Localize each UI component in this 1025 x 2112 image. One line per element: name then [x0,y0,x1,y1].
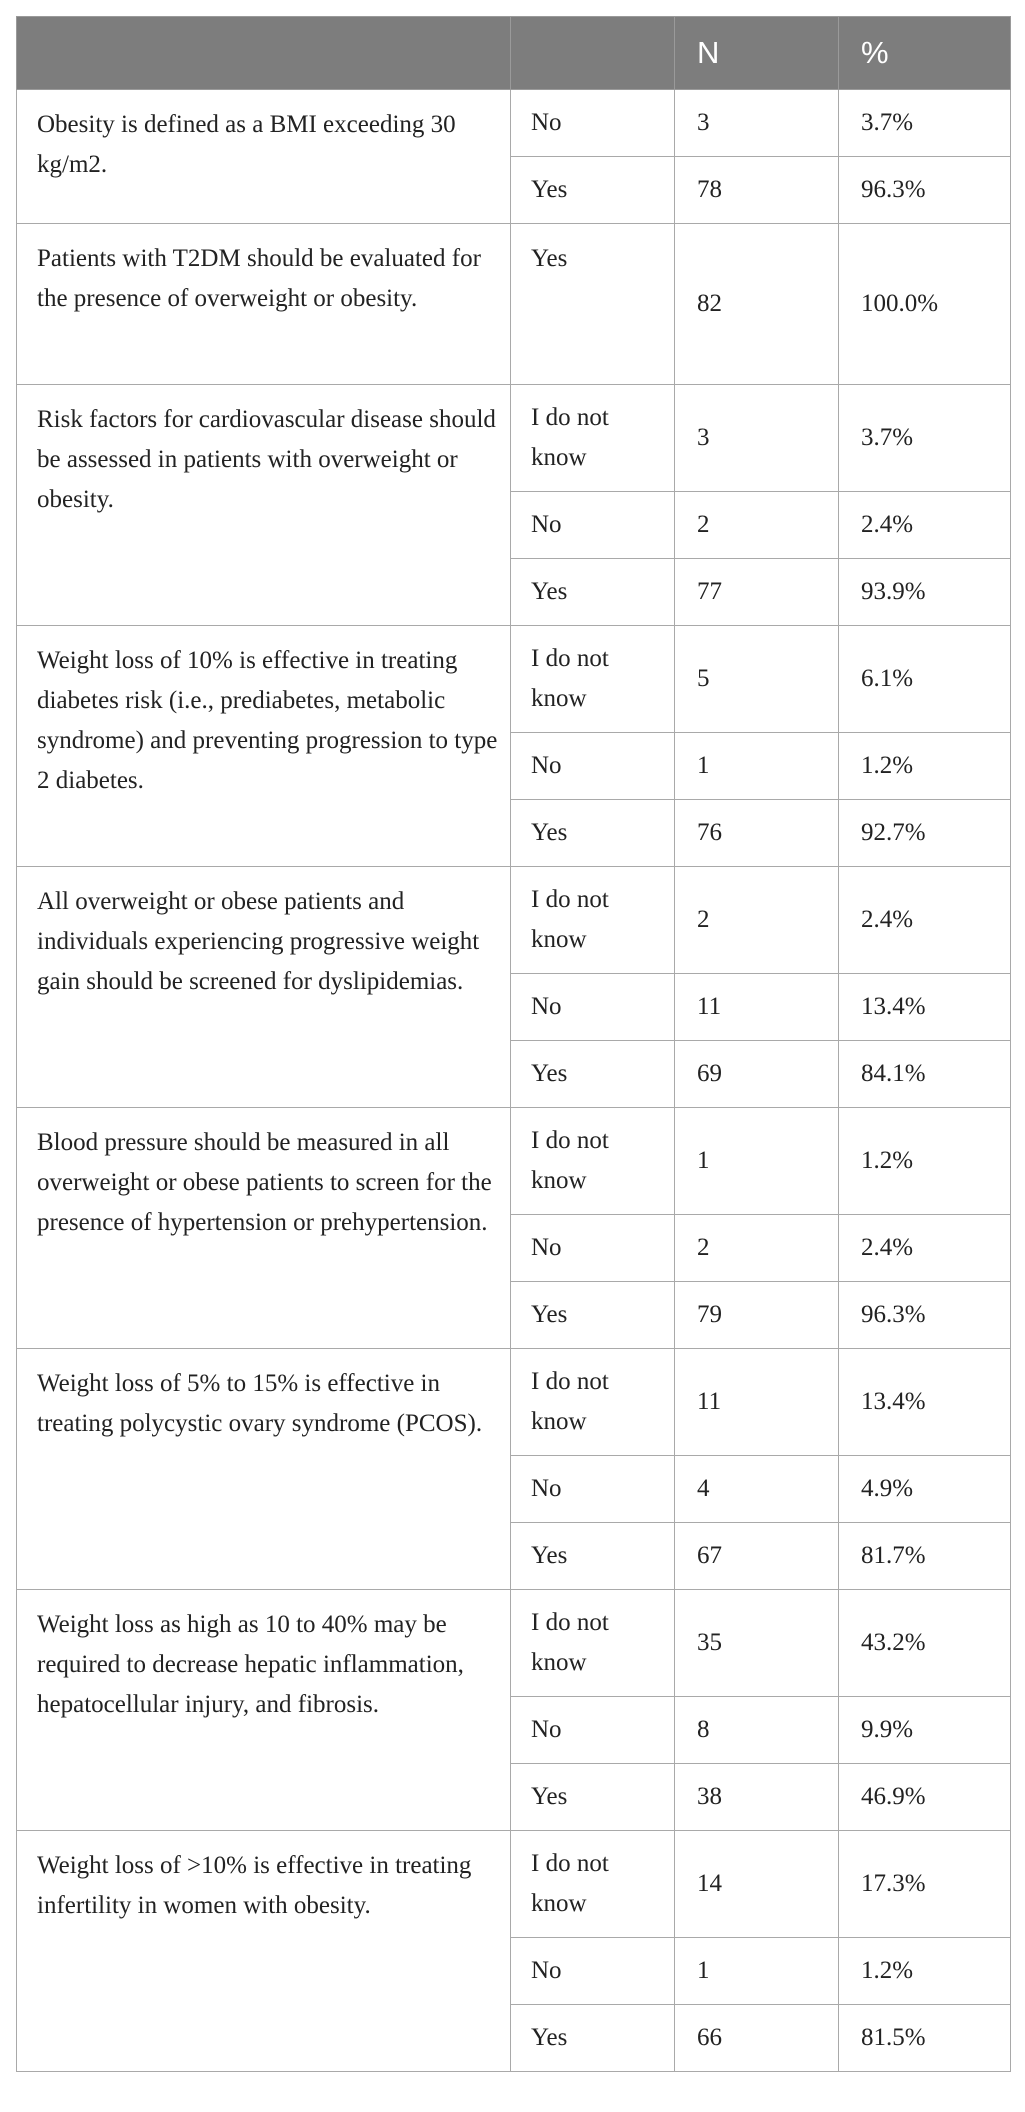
percent-cell: 4.9% [839,1456,1011,1523]
percent-cell: 96.3% [839,1282,1011,1349]
count-cell: 67 [675,1523,839,1590]
table-row [17,867,1011,974]
table-row [17,90,1011,157]
percent-cell: 17.3% [839,1831,1011,1938]
count-cell: 2 [675,492,839,559]
question-text: Risk factors for cardiovascular disease should be assessed in patients with overweight or obesity. [17,385,511,626]
question-text: Weight loss of >10% is effective in treating infertility in women with obesity. [17,1831,511,2072]
count-cell: 38 [675,1764,839,1831]
count-cell: 82 [675,224,839,385]
question-text: All overweight or obese patients and individuals experiencing progressive weight gain should be screened for dyslipidemias. [17,867,511,1108]
percent-cell: 96.3% [839,157,1011,224]
answer-cell: No [511,1697,675,1764]
percent-cell: 2.4% [839,1215,1011,1282]
question-text: Patients with T2DM should be evaluated for the presence of overweight or obesity. [17,224,511,385]
count-cell: 69 [675,1041,839,1108]
count-cell: 3 [675,90,839,157]
count-cell: 78 [675,157,839,224]
count-cell: 1 [675,1938,839,2005]
count-cell: 4 [675,1456,839,1523]
percent-cell: 1.2% [839,1108,1011,1215]
question-text: Weight loss of 10% is effective in treating diabetes risk (i.e., prediabetes, metabolic syndrome) and preventing progression to type 2 diabetes. [17,626,511,867]
percent-cell: 3.7% [839,385,1011,492]
percent-cell: 13.4% [839,1349,1011,1456]
percent-cell: 92.7% [839,800,1011,867]
table-row [17,1108,1011,1215]
percent-cell: 81.7% [839,1523,1011,1590]
table-row [17,1590,1011,1697]
count-cell: 35 [675,1590,839,1697]
answer-cell: I do not know [511,1590,675,1697]
percent-cell: 43.2% [839,1590,1011,1697]
answer-cell: I do not know [511,626,675,733]
table-row [17,385,1011,492]
answer-cell: Yes [511,1764,675,1831]
answer-cell: Yes [511,224,675,385]
answer-cell: Yes [511,1041,675,1108]
answer-cell: I do not know [511,1349,675,1456]
answer-cell: Yes [511,2005,675,2072]
count-cell: 66 [675,2005,839,2072]
answer-cell: No [511,1456,675,1523]
answer-cell: I do not know [511,1831,675,1938]
answer-cell: I do not know [511,1108,675,1215]
question-text: Weight loss as high as 10 to 40% may be required to decrease hepatic inflammation, hepatocellular injury, and fibrosis. [17,1590,511,1831]
answer-cell: Yes [511,157,675,224]
answer-cell: No [511,90,675,157]
header-n: N [675,17,839,90]
percent-cell: 100.0% [839,224,1011,385]
percent-cell: 6.1% [839,626,1011,733]
answer-cell: Yes [511,800,675,867]
answer-cell: No [511,492,675,559]
count-cell: 14 [675,1831,839,1938]
table-row [17,224,1011,385]
percent-cell: 84.1% [839,1041,1011,1108]
percent-cell: 2.4% [839,867,1011,974]
percent-cell: 93.9% [839,559,1011,626]
percent-cell: 1.2% [839,733,1011,800]
question-text: Weight loss of 5% to 15% is effective in treating polycystic ovary syndrome (PCOS). [17,1349,511,1590]
table-row [17,626,1011,733]
answer-cell: I do not know [511,867,675,974]
count-cell: 3 [675,385,839,492]
percent-cell: 81.5% [839,2005,1011,2072]
count-cell: 11 [675,1349,839,1456]
percent-cell: 13.4% [839,974,1011,1041]
answer-cell: No [511,1938,675,2005]
percent-cell: 2.4% [839,492,1011,559]
count-cell: 11 [675,974,839,1041]
answer-cell: No [511,1215,675,1282]
count-cell: 1 [675,733,839,800]
count-cell: 77 [675,559,839,626]
count-cell: 5 [675,626,839,733]
header-percent: % [839,17,1011,90]
count-cell: 76 [675,800,839,867]
percent-cell: 46.9% [839,1764,1011,1831]
count-cell: 1 [675,1108,839,1215]
question-text: Obesity is defined as a BMI exceeding 30 kg/m2. [17,90,511,224]
percent-cell: 9.9% [839,1697,1011,1764]
percent-cell: 3.7% [839,90,1011,157]
table-row [17,1831,1011,1938]
answer-cell: Yes [511,1282,675,1349]
count-cell: 2 [675,1215,839,1282]
answer-cell: No [511,974,675,1041]
header-question [17,17,511,90]
answer-cell: Yes [511,559,675,626]
answer-cell: No [511,733,675,800]
percent-cell: 1.2% [839,1938,1011,2005]
header-answer [511,17,675,90]
count-cell: 79 [675,1282,839,1349]
answer-cell: I do not know [511,385,675,492]
question-text: Blood pressure should be measured in all overweight or obese patients to screen for the presence of hypertension or prehypertension. [17,1108,511,1349]
count-cell: 8 [675,1697,839,1764]
header-row [17,17,1011,90]
table-row [17,1349,1011,1456]
count-cell: 2 [675,867,839,974]
survey-results-table [16,16,1011,2072]
answer-cell: Yes [511,1523,675,1590]
